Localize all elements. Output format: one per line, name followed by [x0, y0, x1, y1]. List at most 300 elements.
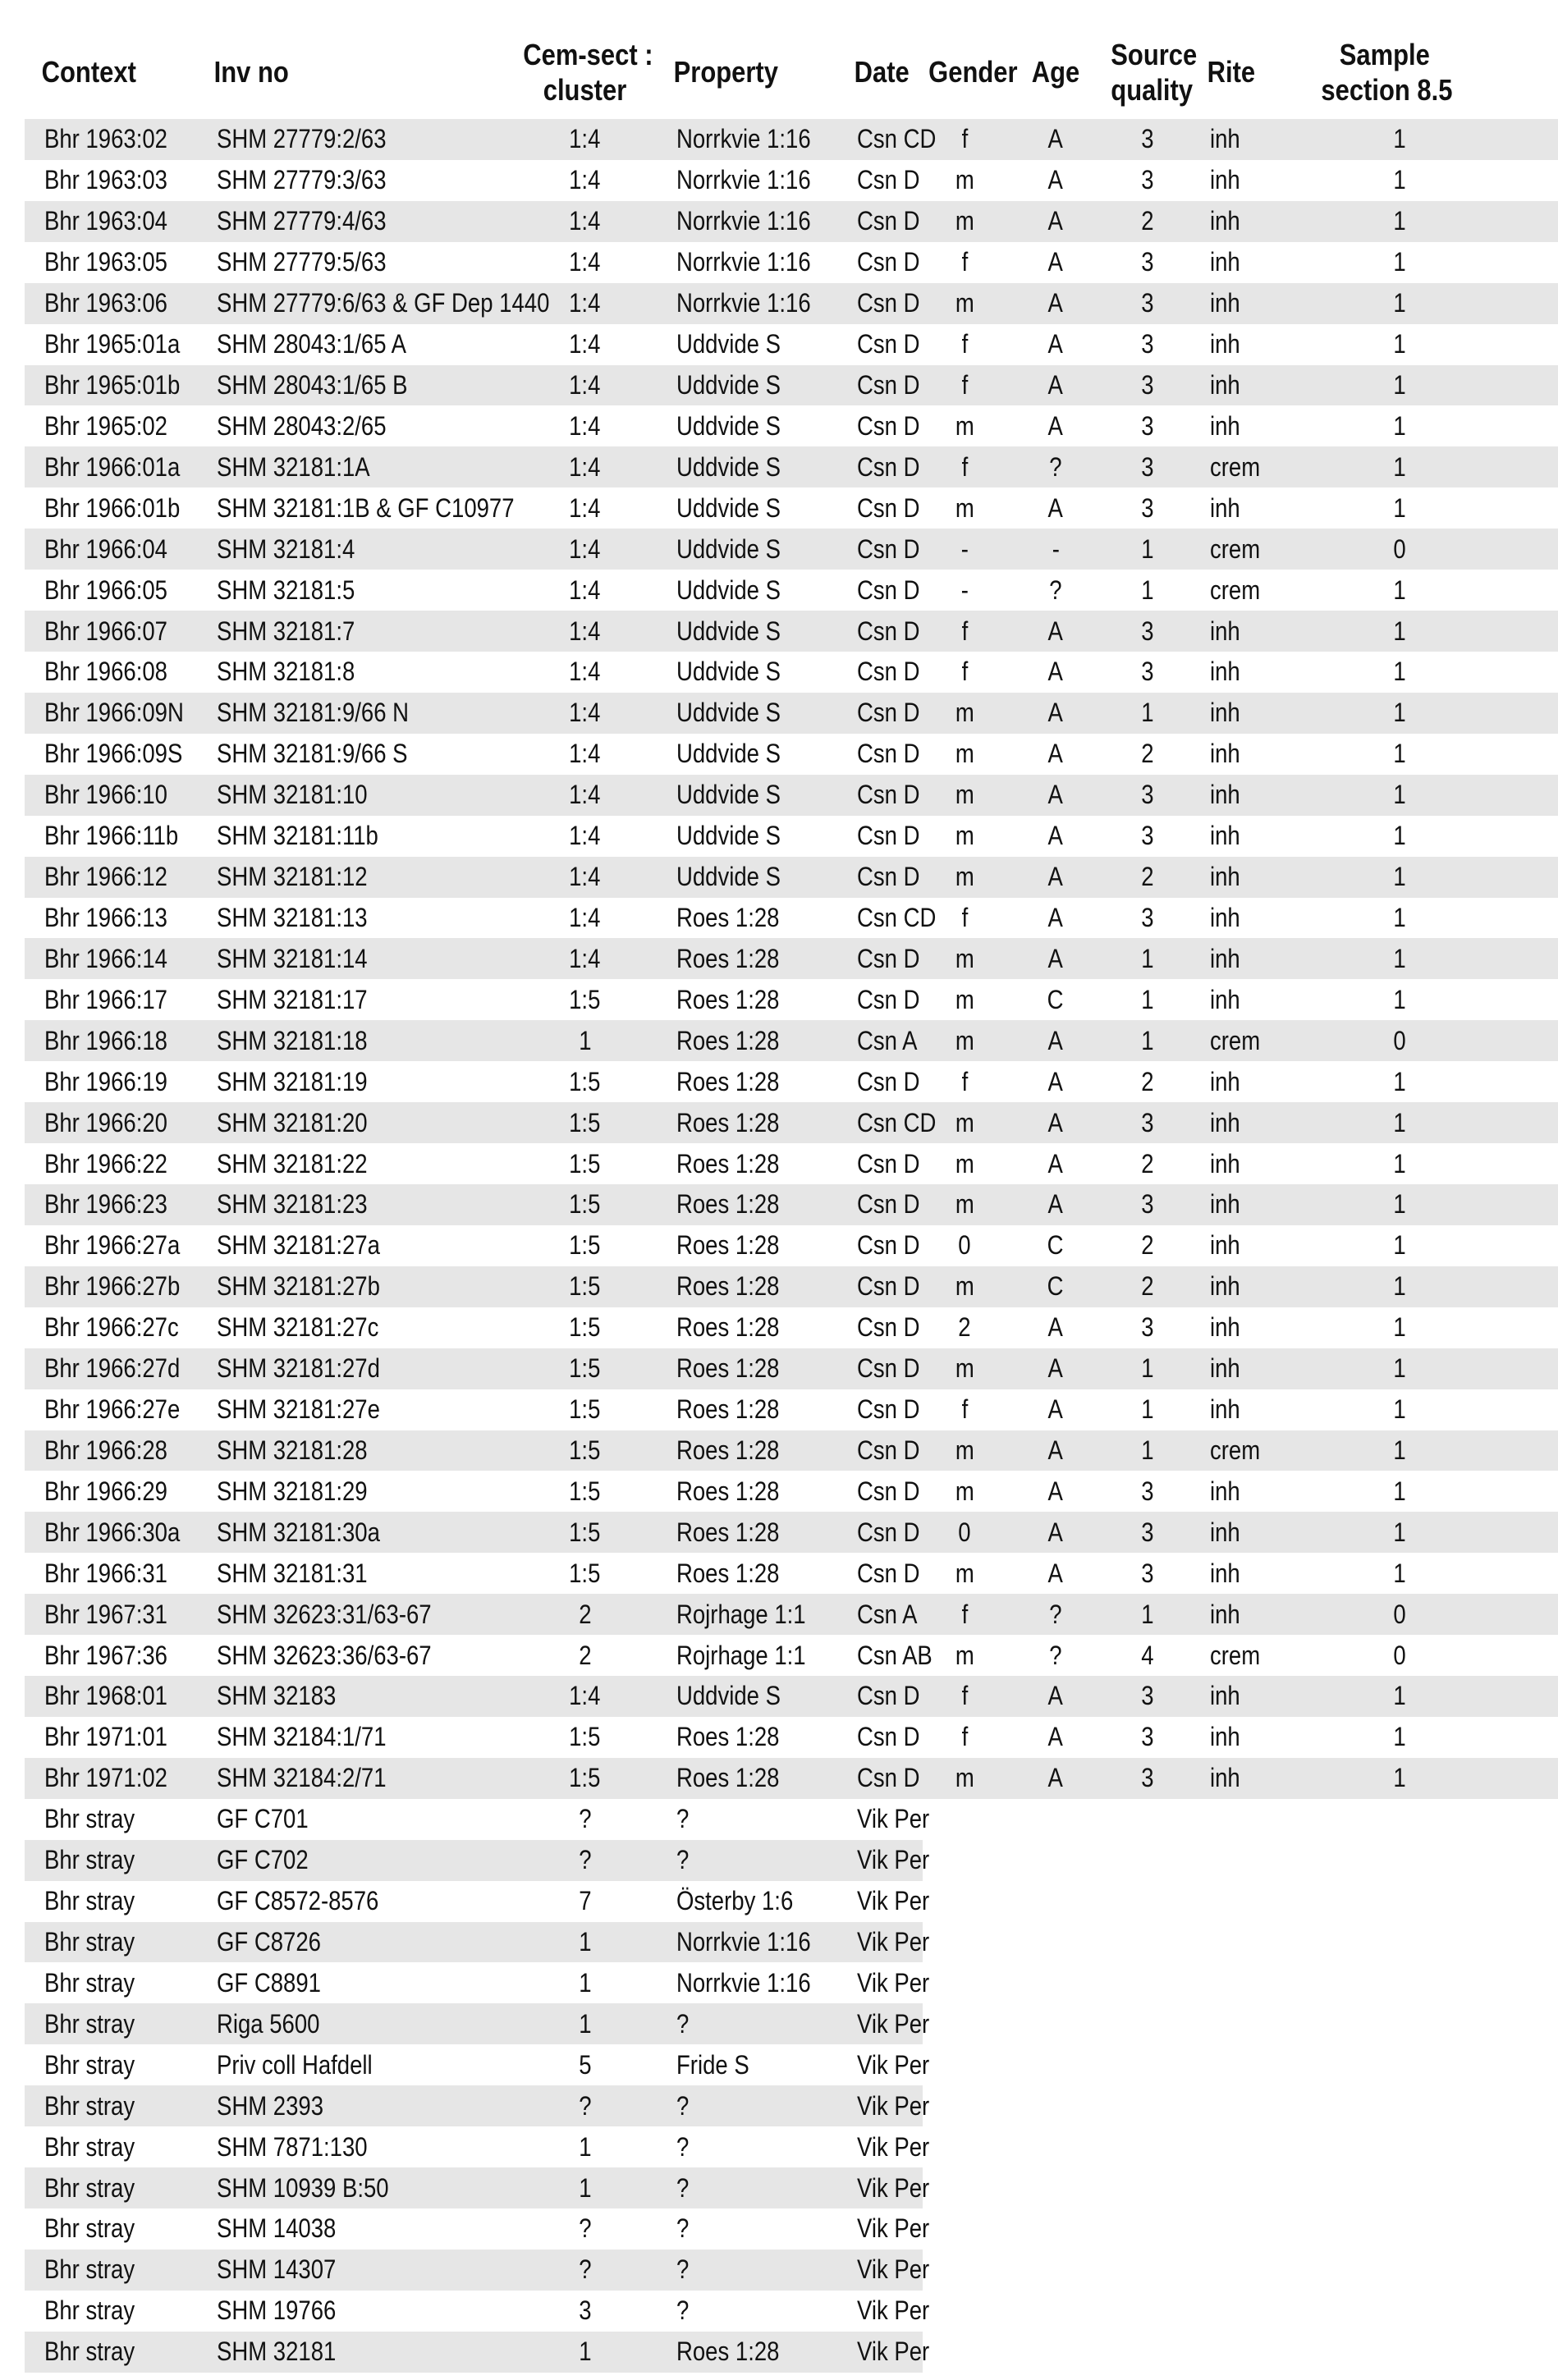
cell-date-text: Csn AB [857, 1640, 933, 1670]
cell-source-quality-text: 3 [1141, 1312, 1154, 1343]
cell-rite-text: inh [1210, 1558, 1240, 1588]
cell-cem-sect-text: 1:4 [569, 1681, 601, 1711]
header-inv-no: Inv no [213, 55, 289, 89]
cell-inv-no [197, 2332, 513, 2373]
table-row [25, 898, 1558, 939]
cell-cem-sect [513, 979, 657, 1020]
cell-date-text: Vik Per [857, 2131, 930, 2162]
cell-property-text: Roes 1:28 [676, 1025, 780, 1055]
cell-rite-text: inh [1210, 1394, 1240, 1425]
cell-date-text: Csn CD [857, 902, 937, 932]
header-source-quality [1111, 25, 1198, 119]
cell-rite-text: inh [1210, 1599, 1240, 1629]
cell-rite [1190, 570, 1293, 611]
cell-source-quality-text: 2 [1141, 1148, 1154, 1179]
cell-cem-sect-text: 1 [578, 1967, 592, 1998]
cell-source-quality-text: 3 [1141, 247, 1154, 277]
cell-source-quality [1105, 1553, 1190, 1594]
cell-sample [1293, 119, 1558, 160]
cell-cem-sect-text: 1:5 [569, 1353, 601, 1384]
cell-property-text: Roes 1:28 [676, 1558, 780, 1588]
cell-source-quality-text: 2 [1141, 1271, 1154, 1302]
cell-gender-text: f [961, 369, 968, 400]
cell-source-quality-text: 1 [1141, 1353, 1154, 1384]
cell-source-quality-text: 3 [1141, 492, 1154, 523]
table-row [25, 1553, 1558, 1594]
cell-sample [1293, 1635, 1558, 1676]
cell-context-text: Bhr 1963:03 [44, 165, 167, 195]
cell-date [837, 119, 937, 160]
cell-rite-text: inh [1210, 1517, 1240, 1547]
cell-property [657, 2250, 837, 2291]
cell-age [1006, 1799, 1105, 1840]
cell-gender-text: m [955, 1189, 974, 1220]
cell-age [1006, 775, 1105, 816]
cell-source-quality [1105, 734, 1190, 775]
cell-date-text: Vik Per [857, 2049, 930, 2080]
cell-date-text: Csn D [857, 1353, 920, 1384]
cell-context [25, 1922, 197, 1963]
cell-gender-text: - [960, 533, 969, 564]
cell-date-text: Csn D [857, 1271, 920, 1302]
cell-context [25, 1758, 197, 1799]
cell-date [837, 324, 923, 365]
cell-age [1006, 1225, 1105, 1266]
cell-date-text: Csn A [857, 1025, 918, 1055]
cell-cem-sect-text: 1:4 [569, 657, 601, 687]
cell-date [837, 1307, 923, 1348]
cell-context-text: Bhr 1966:09S [44, 739, 183, 769]
cell-gender-text: f [961, 1394, 968, 1425]
cell-sample [1293, 1717, 1558, 1758]
cell-property [657, 1348, 837, 1389]
cell-source-quality-text: 3 [1141, 165, 1154, 195]
cell-cem-sect [513, 652, 657, 693]
cell-source-quality [1105, 1758, 1190, 1799]
cell-rite-text: inh [1210, 698, 1240, 728]
cell-inv-no [197, 1143, 513, 1184]
cell-cem-sect [513, 1102, 657, 1143]
cell-date-text: Csn D [857, 984, 920, 1014]
cell-context-text: Bhr 1968:01 [44, 1681, 167, 1711]
header-cem-sect [523, 25, 653, 119]
header-cem-sect-line2: cluster [543, 72, 627, 107]
cell-age-text: A [1047, 124, 1064, 154]
cell-context [25, 1717, 197, 1758]
cell-source-quality [1105, 1717, 1190, 1758]
table-row [25, 1512, 1558, 1553]
cell-age [1006, 1962, 1105, 2003]
cell-gender [923, 611, 1006, 652]
cell-inv-no [197, 2085, 513, 2126]
cell-inv-no-text: SHM 27779:6/63 & GF Dep 1440 [217, 288, 550, 318]
cell-rite [1190, 979, 1293, 1020]
cell-inv-no [197, 365, 513, 406]
cell-rite-text: inh [1210, 780, 1240, 810]
cell-gender [923, 1020, 1006, 1061]
cell-sample-text: 1 [1393, 492, 1406, 523]
cell-property-text: ? [676, 1845, 690, 1875]
cell-age [1006, 529, 1105, 570]
cell-sample-text: 0 [1393, 1599, 1406, 1629]
cell-age [1006, 1061, 1105, 1102]
cell-rite [1190, 2003, 1293, 2044]
cell-inv-no-text: SHM 27779:5/63 [217, 247, 387, 277]
cell-property-text: Uddvide S [676, 698, 781, 728]
cell-cem-sect [513, 1143, 657, 1184]
table-row [25, 611, 1558, 652]
cell-gender [923, 1471, 1006, 1512]
cell-source-quality [1105, 1471, 1190, 1512]
cell-rite [1190, 242, 1293, 283]
cell-inv-no-text: SHM 32184:2/71 [217, 1763, 387, 1793]
cell-inv-no [197, 324, 513, 365]
cell-source-quality-text: 2 [1141, 1066, 1154, 1096]
cell-date [837, 1389, 923, 1430]
cell-cem-sect-text: 1:5 [569, 1066, 601, 1096]
cell-property-text: Uddvide S [676, 329, 781, 359]
cell-property [657, 734, 837, 775]
cell-rite [1190, 446, 1293, 487]
cell-rite [1190, 775, 1293, 816]
cell-inv-no-text: SHM 32184:1/71 [217, 1722, 387, 1752]
cell-inv-no-text: SHM 32181:10 [217, 780, 368, 810]
cell-property-text: ? [676, 2090, 690, 2121]
header-property: Property [673, 55, 778, 89]
cell-inv-no [197, 1471, 513, 1512]
cell-source-quality-text: 3 [1141, 616, 1154, 646]
cell-gender-text: m [955, 410, 974, 441]
cell-cem-sect-text: 1 [578, 2337, 592, 2367]
cell-context-text: Bhr 1966:22 [44, 1148, 167, 1179]
cell-context-text: Bhr 1966:05 [44, 574, 167, 605]
cell-rite [1190, 1594, 1293, 1635]
cell-inv-no-text: SHM 32181:9/66 S [217, 739, 408, 769]
cell-source-quality-text: 3 [1141, 1476, 1154, 1506]
cell-cem-sect-text: 1 [578, 2172, 592, 2203]
cell-gender [923, 1143, 1006, 1184]
cell-date-text: Csn D [857, 862, 920, 892]
cell-date-text: Vik Per [857, 2090, 930, 2121]
cell-date [837, 1266, 923, 1307]
cell-source-quality-text: 3 [1141, 821, 1154, 851]
cell-sample-text: 1 [1393, 1230, 1406, 1261]
cell-date-text: Vik Per [857, 1845, 930, 1875]
cell-age-text: A [1047, 698, 1064, 728]
cell-gender-text: f [961, 247, 968, 277]
cell-gender-text: m [955, 821, 974, 851]
cell-cem-sect-text: 1:5 [569, 1189, 601, 1220]
cell-inv-no [197, 2044, 513, 2085]
table-row [25, 1635, 1558, 1676]
cell-gender-text: f [961, 124, 968, 154]
cell-age [1006, 1881, 1105, 1922]
cell-cem-sect-text: 1:4 [569, 329, 601, 359]
cell-inv-no-text: SHM 7871:130 [217, 2131, 368, 2162]
cell-source-quality-text: 3 [1141, 902, 1154, 932]
cell-age-text: A [1047, 247, 1064, 277]
cell-gender [923, 201, 1006, 242]
cell-cem-sect [513, 816, 657, 857]
cell-date [837, 1922, 930, 1963]
cell-sample-text: 1 [1393, 821, 1406, 851]
cell-property [657, 2208, 837, 2250]
cell-rite-text: inh [1210, 821, 1240, 851]
cell-property [657, 2291, 837, 2332]
cell-cem-sect-text: 1:4 [569, 616, 601, 646]
cell-age-text: A [1047, 1517, 1064, 1547]
cell-date-text: Csn D [857, 288, 920, 318]
cell-inv-no-text: GF C701 [217, 1804, 309, 1834]
cell-date [837, 201, 923, 242]
cell-age-text: A [1047, 288, 1064, 318]
cell-age [1006, 1307, 1105, 1348]
cell-sample [1293, 1881, 1558, 1922]
cell-source-quality [1105, 898, 1190, 939]
cell-context [25, 611, 197, 652]
cell-date [837, 2003, 930, 2044]
cell-cem-sect [513, 1471, 657, 1512]
cell-source-quality [1105, 1962, 1190, 2003]
cell-rite [1190, 938, 1293, 979]
cell-cem-sect-text: 1:4 [569, 533, 601, 564]
cell-inv-no-text: SHM 27779:4/63 [217, 206, 387, 236]
cell-date [837, 487, 923, 529]
cell-inv-no [197, 119, 513, 160]
cell-property [657, 1717, 837, 1758]
cell-inv-no-text: SHM 14307 [217, 2254, 337, 2285]
cell-property-text: Österby 1:6 [676, 1886, 794, 1916]
cell-rite [1190, 119, 1293, 160]
cell-context [25, 201, 197, 242]
cell-sample-text: 1 [1393, 1517, 1406, 1547]
cell-sample [1293, 405, 1558, 446]
table-row [25, 693, 1558, 734]
cell-age-text: A [1047, 862, 1064, 892]
cell-property-text: Roes 1:28 [676, 943, 780, 973]
cell-gender [923, 857, 1006, 898]
cell-source-quality [1105, 816, 1190, 857]
cell-age [1006, 2208, 1105, 2250]
cell-date [837, 775, 923, 816]
cell-cem-sect-text: 1:5 [569, 1394, 601, 1425]
cell-context-text: Bhr 1966:29 [44, 1476, 167, 1506]
cell-date-text: Vik Per [857, 2295, 930, 2326]
cell-rite [1190, 611, 1293, 652]
cell-age [1006, 898, 1105, 939]
cell-property [657, 1307, 837, 1348]
table-row [25, 734, 1558, 775]
cell-date-text: Csn D [857, 1189, 920, 1220]
cell-date [837, 2126, 930, 2167]
cell-rite-text: crem [1210, 574, 1261, 605]
cell-context-text: Bhr 1963:04 [44, 206, 167, 236]
cell-date [837, 1061, 923, 1102]
cell-cem-sect [513, 1266, 657, 1307]
cell-rite [1190, 1389, 1293, 1430]
cell-cem-sect [513, 2167, 657, 2208]
cell-context [25, 1840, 197, 1881]
cell-gender [923, 1307, 1006, 1348]
cell-inv-no [197, 1758, 513, 1799]
cell-sample [1293, 324, 1558, 365]
table-row [25, 529, 1558, 570]
cell-cem-sect-text: 1:5 [569, 1558, 601, 1588]
cell-date-text: Csn D [857, 1476, 920, 1506]
cell-sample-text: 1 [1393, 1312, 1406, 1343]
cell-property [657, 938, 837, 979]
cell-age [1006, 1717, 1105, 1758]
cell-date [837, 652, 923, 693]
cell-cem-sect [513, 160, 657, 201]
cell-source-quality-text: 3 [1141, 1763, 1154, 1793]
cell-inv-no [197, 693, 513, 734]
cell-date-text: Csn D [857, 1394, 920, 1425]
cell-gender [923, 734, 1006, 775]
cell-context-text: Bhr 1966:20 [44, 1107, 167, 1137]
cell-rite [1190, 160, 1293, 201]
cell-cem-sect-text: 1:4 [569, 124, 601, 154]
cell-inv-no-text: SHM 32181:5 [217, 574, 355, 605]
table-row [25, 1594, 1558, 1635]
cell-rite-text: inh [1210, 616, 1240, 646]
cell-date-text: Vik Per [857, 1927, 930, 1957]
cell-source-quality [1105, 1020, 1190, 1061]
cell-sample-text: 0 [1393, 1640, 1406, 1670]
cell-context [25, 1307, 197, 1348]
cell-context-text: Bhr stray [44, 2131, 135, 2162]
cell-inv-no-text: GF C8572-8576 [217, 1886, 379, 1916]
cell-date-text: Csn D [857, 1230, 920, 1261]
cell-date [837, 1553, 923, 1594]
cell-inv-no [197, 611, 513, 652]
cell-source-quality [1105, 119, 1190, 160]
cell-context [25, 324, 197, 365]
cell-age [1006, 2167, 1105, 2208]
cell-sample [1293, 201, 1558, 242]
cell-context [25, 898, 197, 939]
cell-source-quality [1105, 1307, 1190, 1348]
cell-context [25, 1635, 197, 1676]
cell-sample-text: 1 [1393, 247, 1406, 277]
cell-context-text: Bhr stray [44, 1845, 135, 1875]
cell-cem-sect [513, 938, 657, 979]
cell-rite [1190, 1225, 1293, 1266]
cell-cem-sect [513, 242, 657, 283]
table-row [25, 1348, 1558, 1389]
table-body [25, 119, 1558, 2373]
header-gender: Gender [928, 55, 1018, 89]
cell-sample-text: 1 [1393, 329, 1406, 359]
cell-inv-no-text: SHM 28043:1/65 A [217, 329, 407, 359]
cell-cem-sect-text: 1:5 [569, 1722, 601, 1752]
cell-cem-sect [513, 611, 657, 652]
cell-age [1006, 857, 1105, 898]
cell-inv-no-text: SHM 32183 [217, 1681, 337, 1711]
cell-sample [1293, 446, 1558, 487]
cell-inv-no [197, 2250, 513, 2291]
cell-rite-text: inh [1210, 329, 1240, 359]
cell-date [837, 1717, 923, 1758]
table-row [25, 2044, 1558, 2085]
cell-date-text: Csn D [857, 492, 920, 523]
cell-inv-no-text: SHM 32181:20 [217, 1107, 368, 1137]
cell-source-quality-text: 2 [1141, 862, 1154, 892]
cell-age [1006, 938, 1105, 979]
cell-property [657, 2085, 837, 2126]
cell-gender-text: - [960, 574, 969, 605]
cell-sample [1293, 1102, 1558, 1143]
cell-cem-sect [513, 487, 657, 529]
cell-cem-sect [513, 2044, 657, 2085]
cell-rite-text: inh [1210, 862, 1240, 892]
cell-context [25, 570, 197, 611]
cell-property-text: Norrkvie 1:16 [676, 165, 811, 195]
cell-gender [923, 160, 1006, 201]
cell-age [1006, 201, 1105, 242]
cell-sample [1293, 160, 1558, 201]
cell-cem-sect [513, 1717, 657, 1758]
cell-sample-text: 1 [1393, 1148, 1406, 1179]
cell-source-quality [1105, 1430, 1190, 1471]
cell-date [837, 242, 923, 283]
cell-cem-sect-text: 1:5 [569, 1271, 601, 1302]
cell-age [1006, 1594, 1105, 1635]
table-row [25, 242, 1558, 283]
cell-rite-text: inh [1210, 410, 1240, 441]
cell-context-text: Bhr 1966:31 [44, 1558, 167, 1588]
cell-rite-text: inh [1210, 1271, 1240, 1302]
cell-date [837, 283, 923, 324]
cell-cem-sect-text: 1:4 [569, 247, 601, 277]
cell-inv-no [197, 487, 513, 529]
cell-sample-text: 1 [1393, 902, 1406, 932]
cell-inv-no [197, 2003, 513, 2044]
cell-cem-sect [513, 529, 657, 570]
cell-sample [1293, 1922, 1558, 1963]
cell-age [1006, 487, 1105, 529]
cell-date [837, 1799, 930, 1840]
cell-age-text: A [1047, 1312, 1064, 1343]
cell-rite [1190, 1020, 1293, 1061]
cell-gender [923, 979, 1006, 1020]
cell-context [25, 529, 197, 570]
cell-age [1006, 652, 1105, 693]
cell-cem-sect-text: 1:4 [569, 165, 601, 195]
cell-property-text: Roes 1:28 [676, 1066, 780, 1096]
cell-property [657, 652, 837, 693]
cell-property [657, 1840, 837, 1881]
cell-source-quality [1105, 652, 1190, 693]
cell-date-text: Csn D [857, 1558, 920, 1588]
cell-source-quality-text: 3 [1141, 1107, 1154, 1137]
cell-cem-sect-text: ? [578, 2254, 592, 2285]
cell-age-text: A [1047, 780, 1064, 810]
cell-cem-sect [513, 324, 657, 365]
cell-property [657, 979, 837, 1020]
cell-source-quality-text: 1 [1141, 984, 1154, 1014]
cell-property-text: Rojrhage 1:1 [676, 1599, 806, 1629]
cell-context [25, 1512, 197, 1553]
cell-date [837, 529, 923, 570]
cell-rite [1190, 405, 1293, 446]
cell-date [837, 979, 923, 1020]
cell-context-text: Bhr 1966:18 [44, 1025, 167, 1055]
cell-gender [923, 1676, 1006, 1717]
cell-inv-no-text: SHM 32181:27c [217, 1312, 379, 1343]
cell-property [657, 857, 837, 898]
table-row [25, 2003, 1558, 2044]
